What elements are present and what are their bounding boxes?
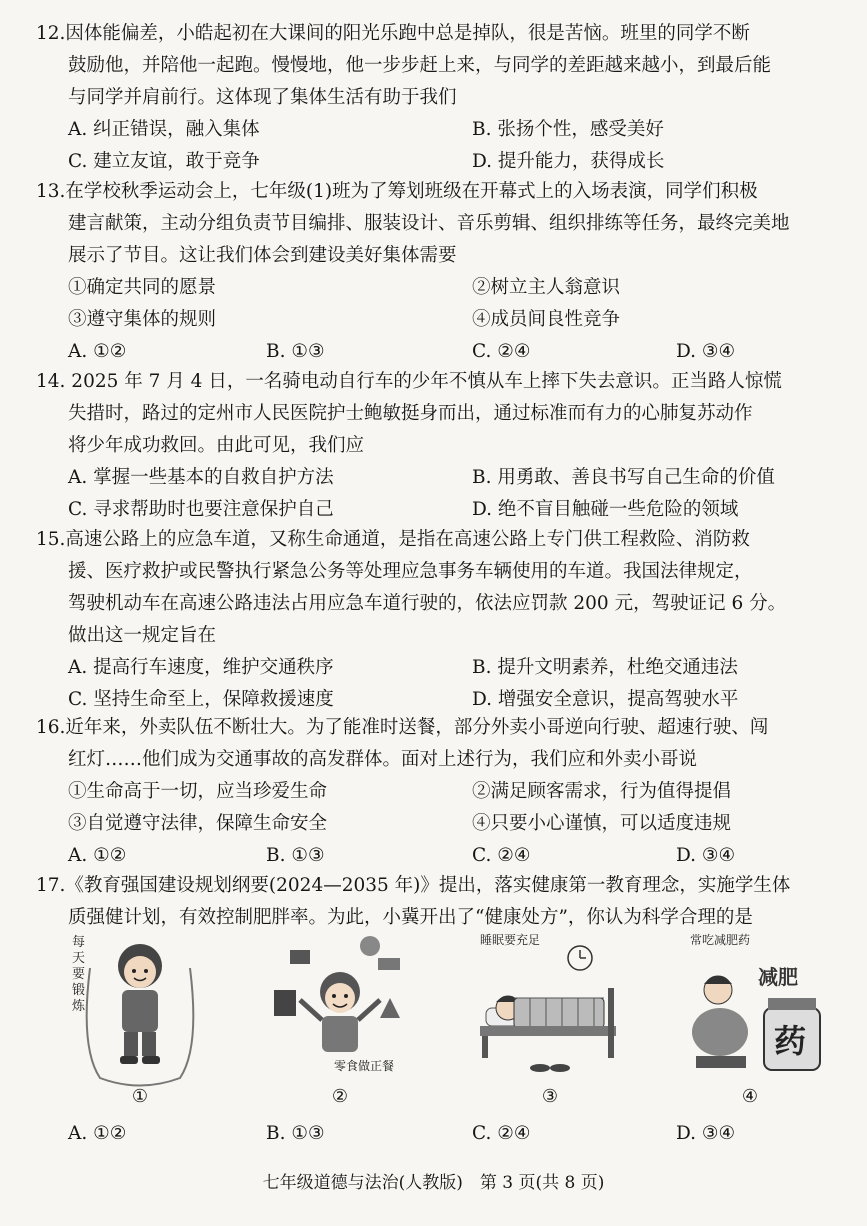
option-a: A. ①② [68,1123,127,1144]
option-c: C. ②④ [472,341,531,362]
question-text: 援、医疗救护或民警执行紧急公务等处理应急事务车辆使用的车道。我国法律规定， [68,561,753,582]
picture-number: ② [331,1086,349,1107]
page-footer: 七年级道德与法治(人教版) 第 3 页(共 8 页) [262,1173,605,1193]
picture-jar-label: 药 [774,1022,807,1060]
statement-2: ②树立主人翁意识 [472,277,621,298]
question-15 [36,524,836,716]
option-a: A. 掌握一些基本的自救自护方法 [68,467,334,488]
option-c: C. 寻求帮助时也要注意保护自己 [68,499,334,520]
question-12 [36,18,836,178]
option-d: D. 增强安全意识，提高驾驶水平 [472,689,739,710]
caption-char: 炼 [72,999,86,1014]
question-text: 13.在学校秋季运动会上，七年级(1)班为了筹划班级在开幕式上的入场表演，同学们积极 [36,181,758,202]
option-d: D. ③④ [676,341,736,362]
picture-caption: 常吃减肥药 [690,933,751,947]
question-text: 失措时，路过的定州市人民医院护士鲍敏挺身而出，通过标准而有力的心肺复苏动作 [68,403,753,424]
question-13 [36,176,836,368]
question-text: 建言献策，主动分组负责节目编排、服装设计、音乐剪辑、组织排练等任务，最终完美地 [68,213,790,234]
picture-number: ④ [741,1086,759,1107]
picture-number: ① [131,1086,149,1107]
option-b: B. 提升文明素养，杜绝交通违法 [472,657,738,678]
option-b: B. ①③ [266,1123,325,1144]
picture-caption: 零食做正餐 [334,1059,395,1073]
statement-1: ①生命高于一切，应当珍爱生命 [68,781,328,802]
option-d: D. 提升能力，获得成长 [472,151,665,172]
picture-4 [670,928,830,1088]
statement-4: ④成员间良性竞争 [472,309,621,330]
question-17-options [36,1118,836,1150]
option-c: C. ②④ [472,845,531,866]
question-text: 与同学并肩前行。这体现了集体生活有助于我们 [68,87,457,108]
question-text: 红灯……他们成为交通事故的高发群体。面对上述行为，我们应和外卖小哥说 [68,749,698,770]
option-c: C. 坚持生命至上，保障救援速度 [68,689,334,710]
question-16 [36,712,836,872]
option-b: B. 用勇敢、善良书写自己生命的价值 [472,467,775,488]
option-b: B. ①③ [266,341,325,362]
option-a: A. ①② [68,845,127,866]
question-text: 质强健计划，有效控制肥胖率。为此，小冀开出了“健康处方”，你认为科学合理的是 [68,907,753,928]
picture-row [60,928,820,1118]
question-17 [36,870,836,934]
caption-char: 天 [72,951,86,966]
question-text: 做出这一规定旨在 [68,625,217,646]
statement-2: ②满足顾客需求，行为值得提倡 [472,781,732,802]
picture-number: ③ [541,1086,559,1107]
option-d: D. ③④ [676,845,736,866]
option-b: B. 张扬个性，感受美好 [472,119,664,140]
caption-char: 每 [72,935,86,950]
picture-label: 减肥 [758,965,798,989]
sleeping-kid-icon [470,928,630,1088]
question-text: 15.高速公路上的应急车道，又称生命通道，是指在高速公路上专门供工程救险、消防救 [36,529,750,550]
option-d: D. ③④ [676,1123,736,1144]
option-a: A. 纠正错误，融入集体 [68,119,260,140]
question-text: 驾驶机动车在高速公路违法占用应急车道行驶的，依法应罚款 200 元，驾驶证记 6 分。 [68,593,787,614]
question-text: 12.因体能偏差，小皓起初在大课间的阳光乐跑中总是掉队，很是苦恼。班里的同学不断 [36,23,750,44]
statement-3: ③遵守集体的规则 [68,309,217,330]
question-text: 16.近年来，外卖队伍不断壮大。为了能准时送餐，部分外卖小哥逆向行驶、超速行驶、闯 [36,717,769,738]
picture-1 [60,928,220,1088]
option-a: A. 提高行车速度，维护交通秩序 [68,657,334,678]
diet-pills-icon [670,928,830,1088]
question-14 [36,366,836,526]
caption-char: 要 [72,967,86,982]
jump-rope-kid-icon [60,928,220,1088]
picture-2 [260,928,420,1088]
question-text: 鼓励他，并陪他一起跑。慢慢地，他一步步赶上来，与同学的差距越来越小，到最后能 [68,55,772,76]
statement-1: ①确定共同的愿景 [68,277,217,298]
statement-3: ③自觉遵守法律，保障生命安全 [68,813,328,834]
question-text: 17.《教育强国建设规划纲要(2024—2035 年)》提出，落实健康第一教育理念，实施学生体 [36,875,791,896]
picture-3 [470,928,630,1088]
option-b: B. ①③ [266,845,325,866]
option-c: C. ②④ [472,1123,531,1144]
option-a: A. ①② [68,341,127,362]
question-text: 展示了节目。这让我们体会到建设美好集体需要 [68,245,457,266]
option-d: D. 绝不盲目触碰一些危险的领域 [472,499,739,520]
question-text: 14. 2025 年 7 月 4 日，一名骑电动自行车的少年不慎从车上摔下失去意识。正当路人惊慌 [36,371,782,392]
statement-4: ④只要小心谨慎，可以适度违规 [472,813,732,834]
caption-char: 锻 [72,983,86,998]
picture-caption: 睡眠要充足 [480,933,541,947]
question-text: 将少年成功救回。由此可见，我们应 [68,435,365,456]
snacks-kid-icon [260,928,420,1088]
option-c: C. 建立友谊，敢于竞争 [68,151,260,172]
